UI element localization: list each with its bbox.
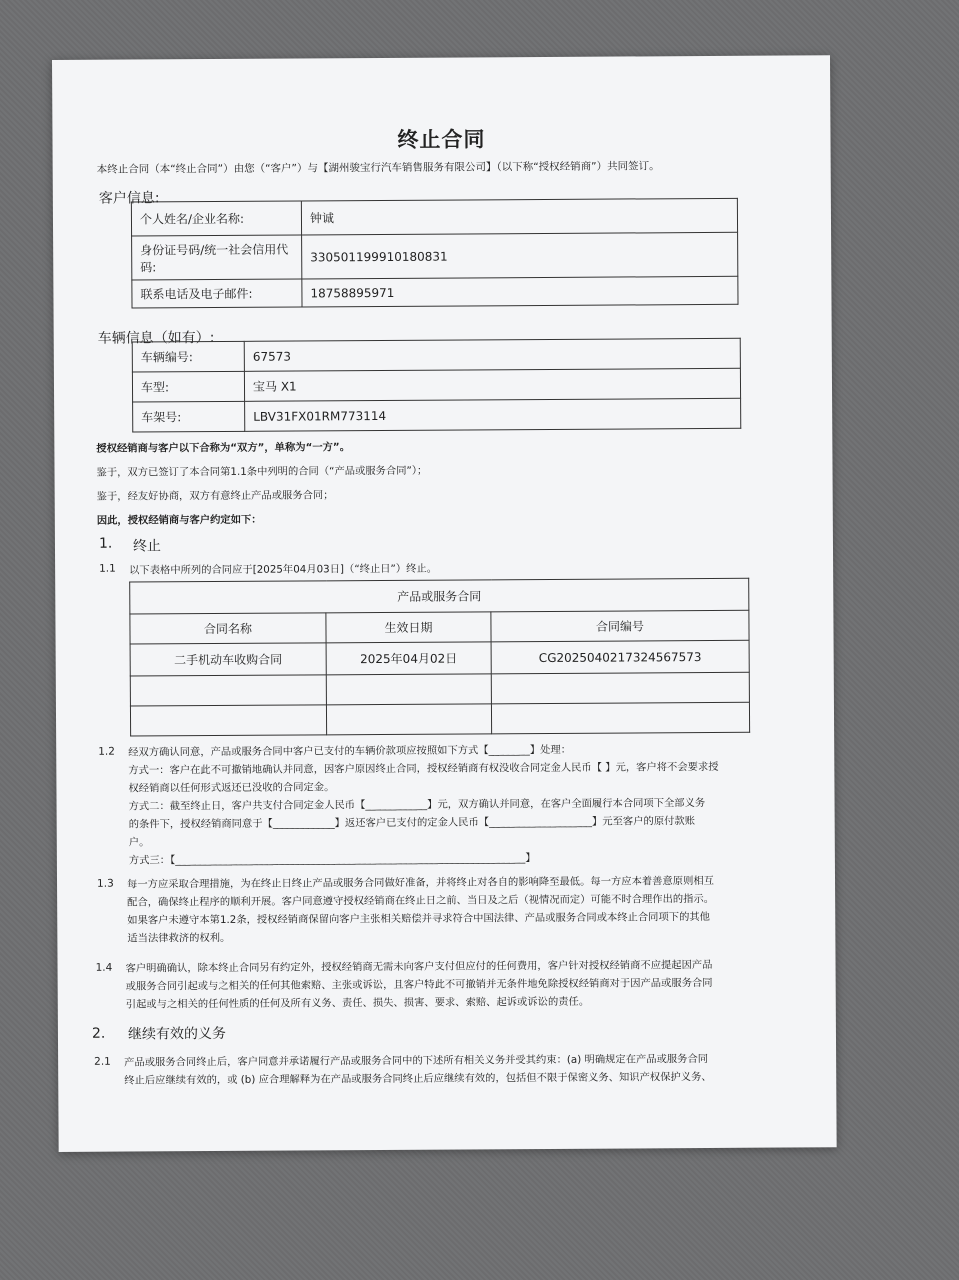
- cell-value: 330501199910180831: [302, 232, 738, 279]
- therefore-clause: 因此，授权经销商与客户约定如下：: [96, 513, 262, 527]
- clause-1-3-line: 如果客户未遵守本第1.2条，授权经销商保留向客户主张相关赔偿并寻求符合中国法律、产品或服务合同或本终止合同项下的其他: [127, 910, 710, 927]
- table-row: [132, 368, 740, 402]
- clause-1-2-line: 方式一：客户在此不可撤销地确认并同意，因客户原因终止合同，授权经销商有权没收合同定金人民币【 】元，客户将不会要求授: [128, 760, 719, 777]
- table-caption: 产品或服务合同: [130, 578, 749, 614]
- cell-contract-number: CG2025040217324567573: [491, 640, 749, 674]
- table-row: [132, 338, 740, 372]
- customer-info-label: 客户信息:: [98, 190, 160, 207]
- table-row: [133, 398, 741, 432]
- cell-effective-date: 2025年04月02日: [326, 642, 491, 675]
- intro-paragraph: 本终止合同（本“终止合同”）由您（“客户”）与【湖州骏宝行汽车销售服务有限公司】（以下称“授权经销商”）共同签订。: [96, 160, 660, 176]
- section-2-title: 继续有效的义务: [127, 1025, 227, 1043]
- clause-1-2-line: 方式二：截至终止日，客户共支付合同定金人民币【____________】元，双方确认并同意，在客户全面履行本合同项下全部义务: [128, 797, 706, 813]
- table-row: [132, 276, 738, 308]
- vehicle-info-label: 车辆信息（如有）:: [97, 330, 215, 347]
- clause-1-1-number: 1.1: [99, 562, 116, 575]
- clause-1-2-line: 的条件下，授权经销商同意于【____________】返还客户已支付的定金人民币【____________________】元至客户的原付款账: [128, 815, 696, 831]
- customer-info-table: [131, 198, 739, 309]
- cell-label: 车型:: [132, 371, 244, 402]
- cell-value: 67573: [244, 338, 740, 371]
- clause-1-4-line: 或服务合同引起或与之相关的任何其他索赔、主张或诉讼，且客户特此不可撤销并无条件地免除授权经销商对于因产品或服务合同: [125, 976, 713, 993]
- cell-value: 18758895971: [302, 276, 738, 307]
- clause-1-3-number: 1.3: [96, 877, 114, 890]
- clause-1-1-text: 以下表格中所列的合同应于[2025年04月03日]（“终止日”）终止。: [129, 562, 438, 577]
- document-title: 终止合同: [397, 127, 486, 152]
- cell-contract-name: [130, 675, 326, 706]
- parties-definition: 授权经销商与客户以下合称为“双方”，单称为“一方”。: [96, 441, 351, 455]
- header-contract-name: 合同名称: [130, 613, 326, 644]
- table-row: [130, 640, 749, 676]
- table-row: [132, 232, 738, 280]
- section-1-title: 终止: [132, 538, 162, 555]
- table-row: [130, 672, 749, 706]
- clause-2-1-line: 产品或服务合同终止后，客户同意并承诺履行产品或服务合同中的下述所有相关义务并受其约束：(a) 明确规定在产品或服务合同: [124, 1053, 709, 1069]
- table-caption-row: [130, 578, 749, 614]
- whereas-clause-1: 鉴于，双方已签订了本合同第1.1条中列明的合同（“产品或服务合同”）；: [96, 464, 428, 479]
- vehicle-info-table: [132, 338, 742, 433]
- cell-contract-number: [491, 702, 749, 734]
- contracts-table: [129, 578, 750, 737]
- header-effective-date: 生效日期: [326, 612, 491, 643]
- clause-1-2-number: 1.2: [98, 745, 115, 758]
- clause-1-2-line: 经双方确认同意，产品或服务合同中客户已支付的车辆价款项应按照如下方式【________】处理：: [128, 743, 572, 759]
- table-row: [130, 702, 749, 736]
- section-1-number: 1.: [98, 535, 113, 552]
- cell-label: 车辆编号:: [132, 341, 244, 372]
- whereas-clause-2: 鉴于，经友好协商，双方有意终止产品或服务合同；: [96, 489, 334, 503]
- clause-1-2-line: 户。: [128, 836, 150, 849]
- table-row: [131, 198, 737, 236]
- cell-value: 钟诚: [301, 198, 737, 235]
- clause-1-4-number: 1.4: [95, 961, 113, 974]
- cell-value: 宝马 X1: [244, 368, 740, 401]
- clause-1-2-line: 权经销商以任何形式返还已没收的合同定金。: [128, 781, 335, 795]
- clause-1-4-line: 客户明确确认，除本终止合同另有约定外，授权经销商无需未向客户支付但应付的任何费用，客户针对授权经销商不应提起因产品: [125, 958, 713, 975]
- clause-2-1-line: 终止后应继续有效的，或 (b) 应合理解释为在产品或服务合同终止后应继续有效的，包括但不限于保密义务、知识产权保护义务、: [124, 1070, 712, 1087]
- clause-1-3-line: 配合，确保终止程序的顺利开展。客户同意遵守授权经销商在终止日之前、当日及之后（视情况而定）可能不时合理作出的指示。: [127, 892, 715, 909]
- section-2-number: 2.: [91, 1025, 106, 1042]
- clause-1-4-line: 引起或与之相关的任何性质的任何及所有义务、责任、损失、损害、要求、索赔、起诉或诉讼的责任。: [125, 995, 590, 1011]
- cell-effective-date: [326, 704, 491, 735]
- cell-label: 车架号:: [133, 401, 245, 432]
- cell-contract-name: 二手机动车收购合同: [130, 643, 326, 676]
- document-page: [52, 55, 837, 1152]
- table-header-row: [130, 610, 749, 644]
- cell-effective-date: [326, 674, 491, 705]
- header-contract-number: 合同编号: [491, 610, 749, 642]
- clause-1-2-line: 方式三：【____________________________________________________________________】: [128, 852, 536, 867]
- cell-label: 身份证号码/统一社会信用代码:: [132, 235, 302, 280]
- clause-1-3-line: 每一方应采取合理措施，为在终止日终止产品或服务合同做好准备，并将终止对各自的影响降至最低。每一方应本着善意原则相互: [127, 874, 714, 891]
- cell-contract-name: [130, 705, 326, 736]
- cell-value: LBV31FX01RM773114: [245, 398, 741, 431]
- cell-label: 个人姓名/企业名称:: [131, 201, 301, 236]
- clause-1-3-line: 适当法律救济的权利。: [127, 931, 231, 945]
- clause-2-1-number: 2.1: [94, 1055, 111, 1068]
- cell-contract-number: [491, 672, 749, 704]
- cell-label: 联系电话及电子邮件:: [132, 279, 302, 308]
